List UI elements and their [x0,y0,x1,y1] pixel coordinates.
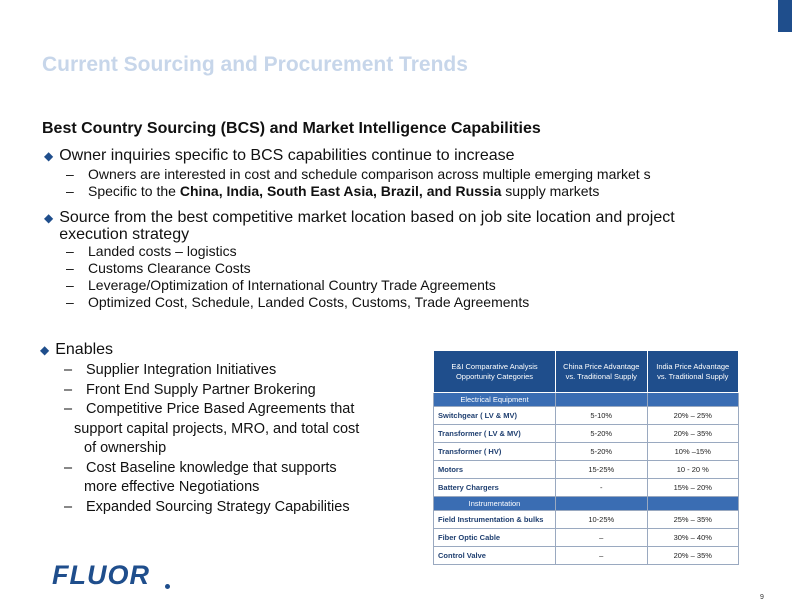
sub-item [64,459,400,479]
table-section-row [434,497,739,511]
table-header-cell: E&I Comparative Analysis Opportunity Categories [434,351,556,393]
sub-item-text: Front End Supply Partner Brokering [86,381,316,398]
dash-marker: – [66,277,74,293]
category-cell: Motors [434,461,556,479]
sub-item [66,277,529,294]
sub-item [64,361,400,381]
bullet-owner-sublist [66,166,651,200]
section-label-instrumentation: Instrumentation [434,497,556,511]
value-cell: 5-20% [556,425,648,443]
category-cell: Transformer ( HV) [434,443,556,461]
sub-item [66,294,529,311]
sub-item [66,183,651,200]
empty-cell [647,393,739,407]
diamond-bullet-icon: ◆ [44,149,54,163]
sub-item-continuation: more effective Negotiations [84,479,260,495]
sub-item-bold-text: China, India, South East Asia, Brazil, and Russia [179,183,502,199]
dash-marker: – [64,459,73,476]
sub-item [64,498,400,518]
registered-mark-icon [165,584,170,589]
page-title: Current Sourcing and Procurement Trends [42,53,468,76]
category-cell: Battery Chargers [434,479,556,497]
value-cell: 20% – 35% [647,547,739,565]
sub-item-text: Customs Clearance Costs [88,260,251,276]
bullet-text: Owner inquiries specific to BCS capabilities continue to increase [59,147,515,164]
sub-item-text: Specific to the [88,183,180,199]
sub-item [64,400,400,420]
dash-marker: – [64,498,73,515]
bullet-source-sublist [66,243,529,311]
sub-item-text: Owners are interested in cost and schedule comparison across multiple emerging market s [88,166,651,182]
dash-marker: – [66,183,74,199]
fluor-logo: FLUOR [52,560,150,590]
bullet-enables [40,341,113,359]
dash-marker: – [66,260,74,276]
value-cell: 5-20% [556,443,648,461]
corner-accent-bar [778,0,792,32]
sub-item-continuation: of ownership [84,440,167,456]
bullet-text: Enables [55,341,114,358]
value-cell: – [556,529,648,547]
sub-item-text: Competitive Price Based Agreements that [86,401,355,417]
bullet-enables-sublist [64,361,400,517]
table-row [434,443,739,461]
dash-marker: – [66,294,74,310]
table-header-cell: China Price Advantage vs. Traditional Supply [556,351,648,393]
value-cell: 30% – 40% [647,529,739,547]
value-cell: 15-25% [556,461,648,479]
value-cell: - [556,479,648,497]
empty-cell [556,497,648,511]
table-row [434,461,739,479]
category-cell: Control Valve [434,547,556,565]
category-cell: Field Instrumentation & bulks [434,511,556,529]
value-cell: 10-25% [556,511,648,529]
sub-item [66,166,651,183]
section-heading: Best Country Sourcing (BCS) and Market Intelligence Capabilities [42,120,541,137]
category-cell: Transformer ( LV & MV) [434,425,556,443]
empty-cell [556,393,648,407]
sub-item [66,260,529,277]
table-row [434,479,739,497]
value-cell: 10 - 20 % [647,461,739,479]
value-cell: 15% – 20% [647,479,739,497]
sub-item [66,243,529,260]
section-label-electrical: Electrical Equipment [434,393,556,407]
diamond-bullet-icon: ◆ [44,211,54,225]
empty-cell [647,497,739,511]
sub-item [64,381,400,401]
sub-item-text: Leverage/Optimization of International Country Trade Agreements [88,277,496,293]
page-number: 9 [760,594,764,601]
sub-item-text: Supplier Integration Initiatives [86,362,277,378]
category-cell: Switchgear ( LV & MV) [434,407,556,425]
sub-item-text: Landed costs – logistics [88,243,237,259]
dash-marker: – [64,381,73,398]
category-cell: Fiber Optic Cable [434,529,556,547]
bullet-source-best-location [44,209,724,243]
sub-item-text: Expanded Sourcing Strategy Capabilities [86,498,350,515]
bullet-owner-inquiries [44,147,515,165]
sub-item-continuation: support capital projects, MRO, and total cost [74,420,360,437]
table-row [434,511,739,529]
table-header-cell: India Price Advantage vs. Traditional Supply [647,351,739,393]
table-row [434,425,739,443]
price-advantage-table [433,350,739,565]
value-cell: 20% – 25% [647,407,739,425]
value-cell: 5-10% [556,407,648,425]
diamond-bullet-icon: ◆ [40,343,50,357]
sub-item-text: Optimized Cost, Schedule, Landed Costs, Customs, Trade Agreements [88,294,530,310]
dash-marker: – [64,401,73,417]
value-cell: 10% –15% [647,443,739,461]
value-cell: – [556,547,648,565]
sub-item-text: Cost Baseline knowledge that supports [86,459,337,476]
table-row [434,547,739,565]
dash-marker: – [66,243,74,259]
dash-marker: – [66,166,74,182]
table-row [434,529,739,547]
value-cell: 25% – 35% [647,511,739,529]
value-cell: 20% – 35% [647,425,739,443]
table-row [434,407,739,425]
sub-item-text: supply markets [501,183,600,199]
bullet-text: Source from the best competitive market location based on job site location and project execution strategy [59,209,675,243]
table-header-row [434,351,739,393]
table-section-row [434,393,739,407]
dash-marker: – [64,362,73,378]
